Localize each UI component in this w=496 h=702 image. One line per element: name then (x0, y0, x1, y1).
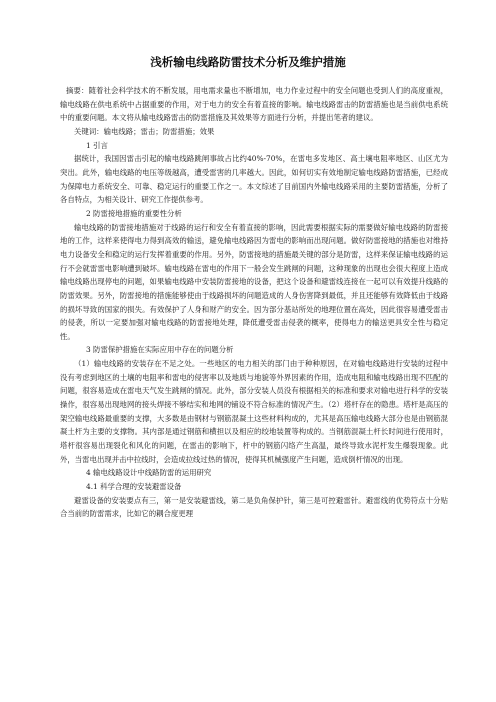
subsection-heading-4-1: 4.1 科学合理的安装避雷设备 (86, 482, 182, 492)
section-3-paragraph: （1）输电线路的安装存在不足之处。一些地区的电力相关的部门由于种种原因，在对输电线路进行安装的过程中没有考虑到地区的土壤的电阻率和雷电的侵害率以及地质与地貌等外界因素的作用，造成电阻和输电线路出现不匹配的问题，很容易造成在雷电天气发生跳闸的情况。此外，部分安装人员没有根据相关的标准和要求对输电进行科学的安装操作，很容易出现地网的接头焊接不够结实和地网的铺设不符合标准的情况产生。（2）塔杆存在的隐患。塔杆是高压的架空输电线路最重要的支撑，大多数是由钢材与钢筋混凝土这些材料构成的，尤其是高压输电线路大部分也是由钢筋混凝土杆为主要的支撑物。其内部是通过钢筋和横担以及相应的绞地装置等构成的。当钢筋混凝土杆长时间进行使用时，塔杆很容易出现裂化和风化的问题，在雷击的影响下，杆中的钢筋闪络产生高温，最终导致水泥杆发生爆裂现象。此外，当雷电出现并击中拉线时，会造成拉线过热的情况，使得其机械强度产生问题，造成倒杆情况的出现。 (60, 359, 448, 464)
section-heading-1: 1 引言 (86, 140, 108, 150)
section-heading-4: 4 输电线路设计中线路防雷的运用研究 (86, 468, 212, 478)
section-heading-3: 3 防雷保护措施在实际应用中存在的问题分析 (86, 345, 234, 355)
document-body (60, 84, 448, 521)
document-title: 浅析输电线路防雷技术分析及维护措施 (150, 55, 346, 69)
abstract-paragraph: 摘要：随着社会科学技术的不断发展，用电需求量也不断增加，电力作业过程中的安全问题也受到人们的高度重视，输电线路在供电系统中占据重要的作用，对于电力的安全有着直接的影响。输电线路雷击的防雷措施也是当前供电系统中的重要问题。本文将从输电线路雷击的防雷措施及其效果等方面进行分析，并提出笔者的建议。 (60, 86, 448, 123)
section-heading-2: 2 防雷接地措施的重要性分析 (86, 208, 182, 218)
keywords-line: 关键词：输电线路；雷击；防雷措施；效果 (74, 126, 215, 136)
section-1-paragraph: 据统计，我国因雷击引起的输电线路跳闸事故占比约40%-70%，在雷电多发地区、高土壤电阻率地区、山区尤为突出。此外，输电线路的电压等级越高，遭受雷害的几率越大。因此，如何切实有效地制定输电线路防雷措施，已经成为保障电力系统安全、可靠、稳定运行的重要工作之一。本文综述了目前国内外输电线路采用的主要防雷措施，分析了各自特点，为相关设计、研究工作提供参考。 (60, 154, 448, 205)
section-4-1-paragraph: 避雷设备的安装要点有三，第一是安装避雷线，第二是负角保护针，第三是可控避雷针。避雷线的优势符点十分贴合当前的防雷需求，比如它的耦合度更理 (60, 495, 448, 519)
section-2-paragraph: 输电线路的防雷接地措施对于线路的运行和安全有着直接的影响，因此需要根据实际的需要做好输电线路的防雷接地的工作，这样来使得电力得到高效的输送，避免输电线路因为雷电的影响而出现问题。做好防雷接地的措施也对维持电力设备安全和稳定的运行发挥着重要的作用。另外，防雷接地的措施最关键的部分是防雷，这样来保证输电线路的运行不会就雷雷电影响遭到破坏。输电线路在雷电的作用下一般会发生跳闸的问题，这种现象的出现也会很大程度上造成输电线路出现停电的问题，如果输电线路中安装防雷接地的设备，把这个设备和避雷线连接在一起可以有效提升线路的防雷效果。另外，防雷接地的措施能够使由于线路损坏的问题造成的人身伤害降到最低，并且还能够有效降低由于线路的损坏导致的国家的损失。有效保护了人身和财产的安全。因为部分基站所处的地理位置在高处，因此很容易遭受雷击的侵袭，所以一定要加强对输电线路的防雷接地处理，降低遭受雷击侵袭的概率，使得电力的输送更具安全性与稳定性。 (60, 222, 448, 341)
